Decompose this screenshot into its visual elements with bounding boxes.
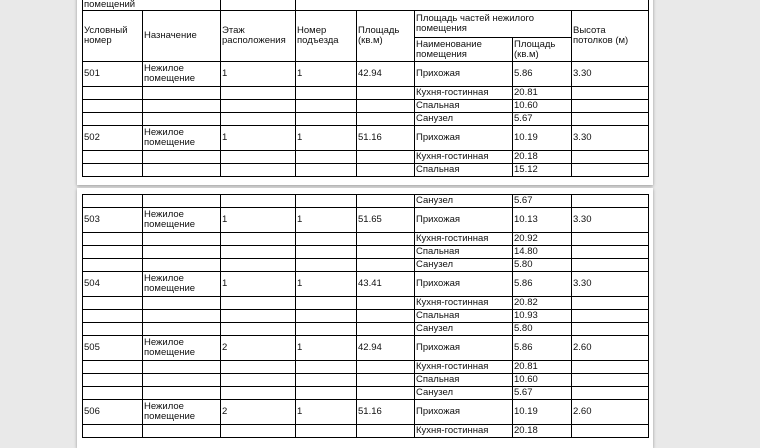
part-area: 5.86 <box>513 62 572 87</box>
unit-floor <box>221 151 296 164</box>
part-area: 10.93 <box>513 310 572 323</box>
part-name: Санузел <box>415 195 513 208</box>
unit-area <box>357 425 415 438</box>
header-part-name: Наименование помещения <box>415 38 513 62</box>
unit-floor <box>221 310 296 323</box>
table-row <box>83 233 649 246</box>
table-row <box>83 425 649 438</box>
unit-area <box>357 374 415 387</box>
unit-floor <box>221 425 296 438</box>
unit-area <box>357 164 415 177</box>
apartments-table-page-1 <box>82 0 649 177</box>
unit-entrance <box>296 87 357 100</box>
unit-area <box>357 310 415 323</box>
document-page-2 <box>77 188 653 448</box>
table-row <box>83 400 649 425</box>
unit-entrance <box>296 387 357 400</box>
unit-purpose <box>143 233 221 246</box>
part-area: 5.86 <box>513 336 572 361</box>
unit-entrance: 1 <box>296 126 357 151</box>
unit-area <box>357 87 415 100</box>
part-name: Прихожая <box>415 62 513 87</box>
unit-area <box>357 361 415 374</box>
header-floor: Этаж расположения <box>221 11 296 62</box>
table-row <box>83 336 649 361</box>
ceiling-height <box>572 259 649 272</box>
unit-purpose <box>143 113 221 126</box>
unit-purpose: Нежилое помещение <box>143 126 221 151</box>
part-area: 20.18 <box>513 425 572 438</box>
part-name: Спальная <box>415 164 513 177</box>
unit-floor: 1 <box>221 272 296 297</box>
unit-entrance <box>296 100 357 113</box>
header-height: Высота потолков (м) <box>572 11 649 62</box>
unit-purpose: Нежилое помещение <box>143 208 221 233</box>
part-name: Спальная <box>415 310 513 323</box>
unit-purpose <box>143 100 221 113</box>
unit-number <box>83 374 143 387</box>
table-row <box>83 195 649 208</box>
unit-number <box>83 195 143 208</box>
table-row <box>83 272 649 297</box>
unit-purpose: Нежилое помещение <box>143 62 221 87</box>
part-name: Прихожая <box>415 272 513 297</box>
part-name: Прихожая <box>415 400 513 425</box>
part-area: 5.67 <box>513 387 572 400</box>
unit-purpose: Нежилое помещение <box>143 272 221 297</box>
part-area: 20.81 <box>513 87 572 100</box>
unit-purpose <box>143 374 221 387</box>
unit-entrance: 1 <box>296 62 357 87</box>
unit-entrance <box>296 195 357 208</box>
unit-purpose: Нежилое помещение <box>143 400 221 425</box>
part-name: Кухня-гостинная <box>415 425 513 438</box>
top-fragment-row <box>83 0 649 11</box>
unit-purpose <box>143 195 221 208</box>
table-row <box>83 151 649 164</box>
header-entrance: Номер подъезда <box>296 11 357 62</box>
ceiling-height <box>572 151 649 164</box>
ceiling-height <box>572 87 649 100</box>
table-row <box>83 164 649 177</box>
part-name: Санузел <box>415 323 513 336</box>
ceiling-height <box>572 113 649 126</box>
unit-number: 504 <box>83 272 143 297</box>
ceiling-height: 2.60 <box>572 400 649 425</box>
ceiling-height <box>572 164 649 177</box>
part-area: 10.60 <box>513 100 572 113</box>
table-row <box>83 323 649 336</box>
unit-entrance <box>296 374 357 387</box>
part-name: Санузел <box>415 387 513 400</box>
header-part-area: Площадь (кв.м) <box>513 38 572 62</box>
unit-number <box>83 164 143 177</box>
unit-floor <box>221 164 296 177</box>
unit-area: 51.16 <box>357 126 415 151</box>
part-name: Санузел <box>415 113 513 126</box>
ceiling-height <box>572 361 649 374</box>
unit-number <box>83 323 143 336</box>
unit-number: 506 <box>83 400 143 425</box>
unit-floor <box>221 233 296 246</box>
part-area: 20.18 <box>513 151 572 164</box>
unit-number <box>83 233 143 246</box>
part-name: Кухня-гостинная <box>415 233 513 246</box>
ceiling-height <box>572 323 649 336</box>
unit-entrance <box>296 113 357 126</box>
unit-number <box>83 87 143 100</box>
unit-entrance <box>296 323 357 336</box>
unit-floor <box>221 297 296 310</box>
part-area: 5.86 <box>513 272 572 297</box>
header-row-1 <box>83 11 649 38</box>
unit-area: 51.16 <box>357 400 415 425</box>
unit-area: 43.41 <box>357 272 415 297</box>
unit-purpose <box>143 259 221 272</box>
unit-area <box>357 113 415 126</box>
part-area: 10.19 <box>513 126 572 151</box>
ceiling-height: 3.30 <box>572 126 649 151</box>
unit-purpose <box>143 151 221 164</box>
unit-floor: 2 <box>221 336 296 361</box>
header-parts-group: Площадь частей нежилого помещения <box>415 11 572 38</box>
unit-floor <box>221 259 296 272</box>
part-name: Спальная <box>415 246 513 259</box>
part-area: 10.13 <box>513 208 572 233</box>
part-area: 5.80 <box>513 323 572 336</box>
ceiling-height <box>572 233 649 246</box>
unit-number <box>83 100 143 113</box>
ceiling-height <box>572 297 649 310</box>
unit-area <box>357 259 415 272</box>
part-name: Прихожая <box>415 126 513 151</box>
unit-area: 42.94 <box>357 336 415 361</box>
table-row <box>83 310 649 323</box>
unit-purpose <box>143 246 221 259</box>
table-row <box>83 87 649 100</box>
part-area: 5.67 <box>513 195 572 208</box>
unit-area <box>357 323 415 336</box>
unit-area <box>357 195 415 208</box>
part-name: Кухня-гостинная <box>415 87 513 100</box>
unit-entrance <box>296 361 357 374</box>
unit-entrance: 1 <box>296 208 357 233</box>
table-row <box>83 113 649 126</box>
table-row <box>83 126 649 151</box>
ceiling-height: 3.30 <box>572 208 649 233</box>
ceiling-height <box>572 195 649 208</box>
part-area: 10.60 <box>513 374 572 387</box>
unit-floor <box>221 195 296 208</box>
unit-purpose <box>143 361 221 374</box>
unit-area: 51.65 <box>357 208 415 233</box>
table-row <box>83 297 649 310</box>
unit-floor <box>221 113 296 126</box>
unit-floor <box>221 387 296 400</box>
document-page-1 <box>77 0 653 185</box>
unit-number <box>83 310 143 323</box>
part-area: 5.67 <box>513 113 572 126</box>
unit-entrance: 1 <box>296 400 357 425</box>
unit-number: 501 <box>83 62 143 87</box>
table-row <box>83 361 649 374</box>
unit-floor: 1 <box>221 126 296 151</box>
unit-purpose <box>143 323 221 336</box>
unit-number <box>83 425 143 438</box>
unit-number: 505 <box>83 336 143 361</box>
unit-entrance: 1 <box>296 272 357 297</box>
ceiling-height: 3.30 <box>572 272 649 297</box>
unit-number <box>83 113 143 126</box>
table-row <box>83 62 649 87</box>
part-name: Санузел <box>415 259 513 272</box>
unit-entrance <box>296 151 357 164</box>
unit-number: 502 <box>83 126 143 151</box>
table-row <box>83 259 649 272</box>
part-area: 20.92 <box>513 233 572 246</box>
unit-area <box>357 246 415 259</box>
unit-area <box>357 297 415 310</box>
unit-number <box>83 361 143 374</box>
part-area: 20.81 <box>513 361 572 374</box>
unit-purpose <box>143 387 221 400</box>
unit-number <box>83 297 143 310</box>
apartments-table-page-2 <box>82 194 649 438</box>
header-number: Условный номер <box>83 11 143 62</box>
unit-area <box>357 100 415 113</box>
unit-floor <box>221 87 296 100</box>
unit-area <box>357 387 415 400</box>
part-area: 15.12 <box>513 164 572 177</box>
part-area: 20.82 <box>513 297 572 310</box>
ceiling-height <box>572 100 649 113</box>
ceiling-height: 2.60 <box>572 336 649 361</box>
unit-entrance <box>296 233 357 246</box>
unit-entrance <box>296 310 357 323</box>
ceiling-height <box>572 387 649 400</box>
unit-purpose <box>143 297 221 310</box>
unit-entrance <box>296 246 357 259</box>
part-name: Кухня-гостинная <box>415 151 513 164</box>
unit-area: 42.94 <box>357 62 415 87</box>
unit-floor <box>221 323 296 336</box>
unit-entrance <box>296 259 357 272</box>
unit-area <box>357 233 415 246</box>
top-fragment-value <box>221 0 296 11</box>
unit-purpose <box>143 310 221 323</box>
ceiling-height <box>572 425 649 438</box>
unit-floor: 1 <box>221 62 296 87</box>
header-purpose: Назначение <box>143 11 221 62</box>
unit-entrance: 1 <box>296 336 357 361</box>
unit-purpose <box>143 425 221 438</box>
unit-entrance <box>296 297 357 310</box>
ceiling-height: 3.30 <box>572 62 649 87</box>
unit-floor <box>221 246 296 259</box>
part-name: Кухня-гостинная <box>415 297 513 310</box>
unit-floor <box>221 361 296 374</box>
part-name: Прихожая <box>415 208 513 233</box>
unit-area <box>357 151 415 164</box>
table-row <box>83 387 649 400</box>
unit-number: 503 <box>83 208 143 233</box>
ceiling-height <box>572 246 649 259</box>
ceiling-height <box>572 374 649 387</box>
part-name: Прихожая <box>415 336 513 361</box>
table-row <box>83 100 649 113</box>
unit-number <box>83 259 143 272</box>
part-area: 5.80 <box>513 259 572 272</box>
table-row <box>83 374 649 387</box>
unit-entrance <box>296 425 357 438</box>
unit-number <box>83 246 143 259</box>
unit-number <box>83 387 143 400</box>
part-name: Кухня-гостинная <box>415 361 513 374</box>
unit-purpose: Нежилое помещение <box>143 336 221 361</box>
part-area: 10.19 <box>513 400 572 425</box>
unit-floor: 1 <box>221 208 296 233</box>
top-fragment-label: помещений <box>83 0 221 11</box>
ceiling-height <box>572 310 649 323</box>
unit-floor <box>221 374 296 387</box>
unit-entrance <box>296 164 357 177</box>
unit-purpose <box>143 164 221 177</box>
unit-number <box>83 151 143 164</box>
table-row <box>83 208 649 233</box>
part-area: 14.80 <box>513 246 572 259</box>
part-name: Спальная <box>415 374 513 387</box>
header-area: Площадь (кв.м) <box>357 11 415 62</box>
part-name: Спальная <box>415 100 513 113</box>
unit-purpose <box>143 87 221 100</box>
unit-floor <box>221 100 296 113</box>
table-row <box>83 246 649 259</box>
unit-floor: 2 <box>221 400 296 425</box>
